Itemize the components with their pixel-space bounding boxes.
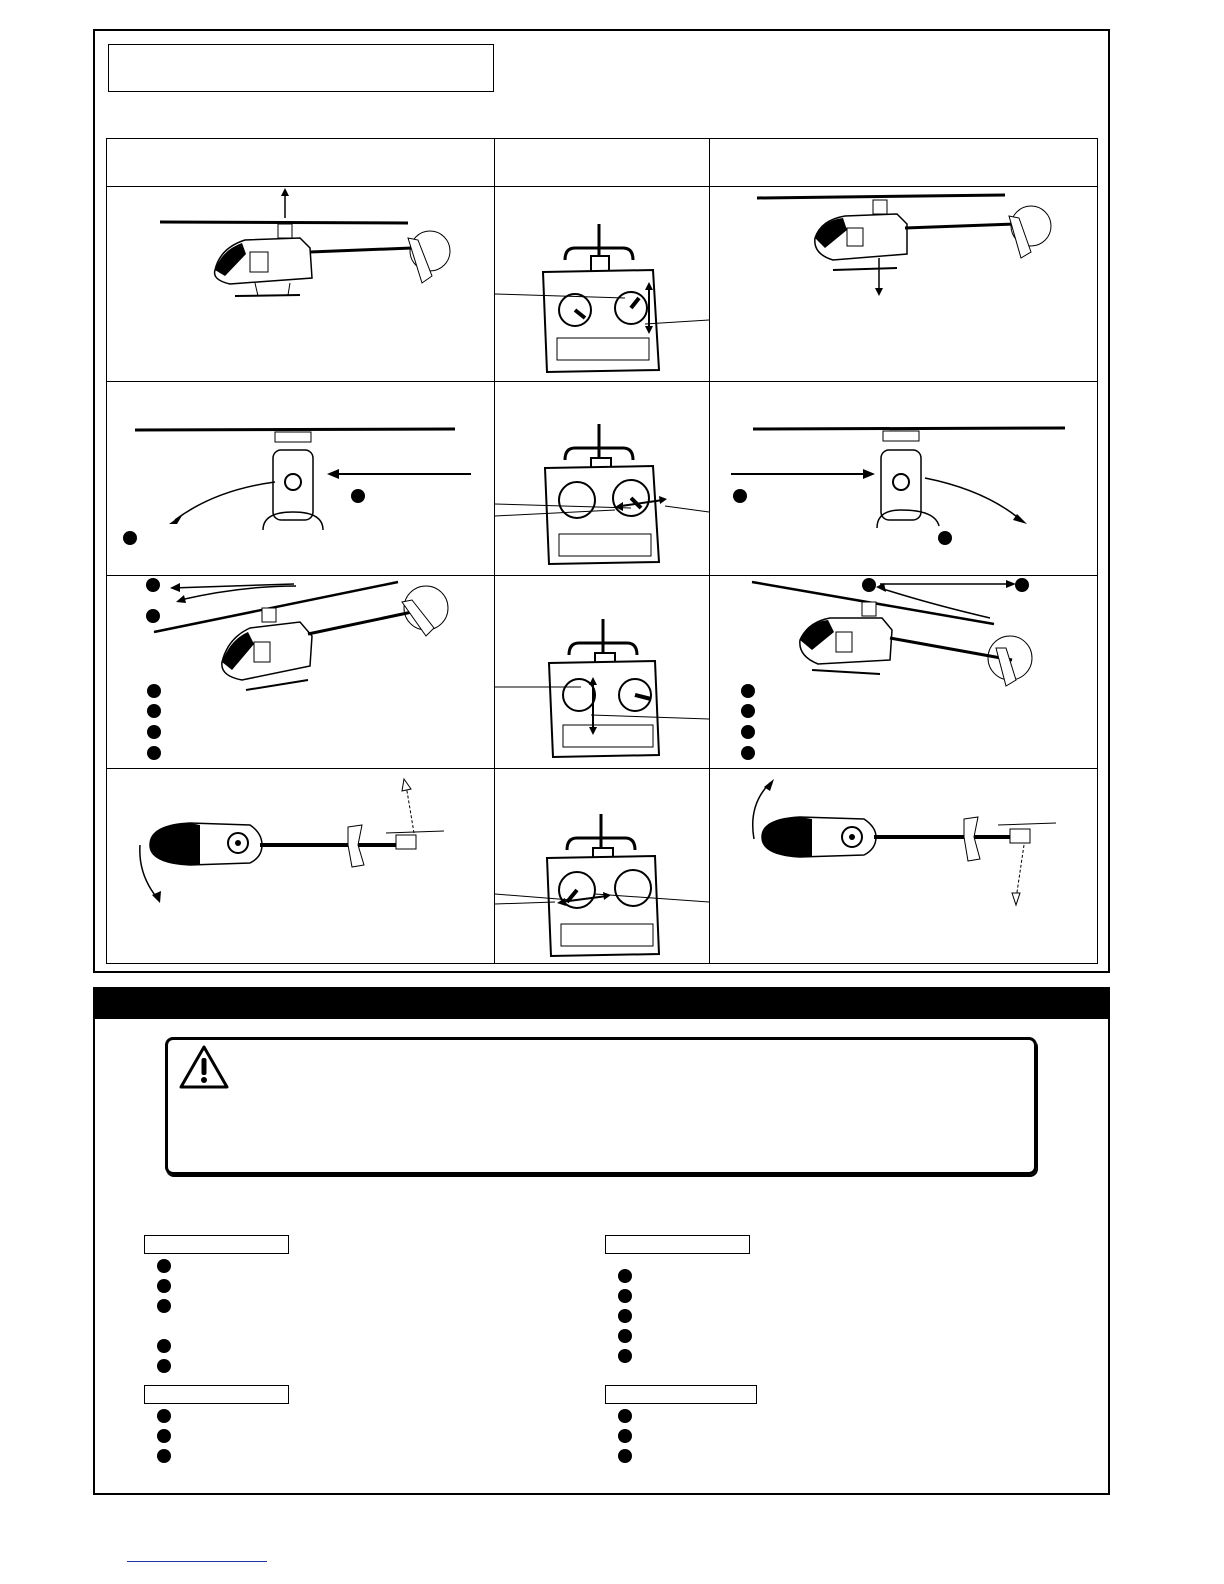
list-bullet [157,1279,171,1293]
callout-bullet [147,746,161,760]
list-bullet [618,1429,632,1443]
helicopter-front-icon [725,420,1070,550]
transmitter-icon [495,420,709,570]
helicopter-yaw-left-illustration [130,775,460,905]
table-header-divider [106,186,1098,187]
transmitter-icon [495,615,709,765]
list-bullet [618,1269,632,1283]
row-divider [106,575,1098,576]
list-bullet [157,1409,171,1423]
warning-triangle-icon [178,1044,230,1090]
list-label-left-top [144,1235,289,1254]
helicopter-top-icon [740,775,1070,907]
callout-bullet [123,531,137,545]
helicopter-front-icon [115,420,485,550]
helicopter-side-icon [150,578,455,696]
helicopter-pitch-forward-illustration [150,578,455,696]
helicopter-side-icon [750,578,1060,696]
list-label-right-bottom [605,1385,757,1404]
callout-bullet [147,684,161,698]
list-bullet [157,1359,171,1373]
page-title-box [108,44,494,92]
section-header-bar [94,987,1110,1019]
row-divider [106,768,1098,769]
helicopter-side-icon [150,188,460,308]
callout-bullet [147,725,161,739]
list-label-left-bottom [144,1385,289,1404]
helicopter-descend-illustration [755,188,1065,298]
row-divider [106,381,1098,382]
helicopter-top-icon [130,775,460,905]
callout-bullet [733,489,747,503]
list-bullet [157,1259,171,1273]
list-bullet [618,1329,632,1343]
helicopter-side-icon [755,188,1065,298]
transmitter-rudder [495,810,709,962]
callout-bullet [147,704,161,718]
callout-bullet [741,746,755,760]
list-bullet [157,1299,171,1313]
list-bullet [618,1349,632,1363]
helicopter-roll-right-illustration [725,420,1070,550]
transmitter-aileron [495,420,709,570]
callout-bullet [938,531,952,545]
helicopter-roll-left-illustration [115,420,485,550]
list-bullet [157,1449,171,1463]
list-bullet [618,1409,632,1423]
list-bullet [618,1449,632,1463]
helicopter-climb-illustration [150,188,460,308]
callout-bullet [741,725,755,739]
list-bullet [157,1429,171,1443]
transmitter-icon [495,220,709,380]
transmitter-elevator [495,615,709,765]
warning-box [165,1037,1037,1175]
list-bullet [618,1309,632,1323]
callout-bullet [351,489,365,503]
list-label-right-top [605,1235,750,1254]
transmitter-icon [495,810,709,962]
callout-bullet [741,704,755,718]
list-bullet [157,1339,171,1353]
list-bullet [618,1289,632,1303]
callout-bullet [741,684,755,698]
transmitter-throttle [495,220,709,380]
helicopter-pitch-back-illustration [750,578,1060,696]
column-divider [709,138,710,964]
helicopter-yaw-right-illustration [740,775,1070,907]
footer-link[interactable] [127,1551,267,1562]
